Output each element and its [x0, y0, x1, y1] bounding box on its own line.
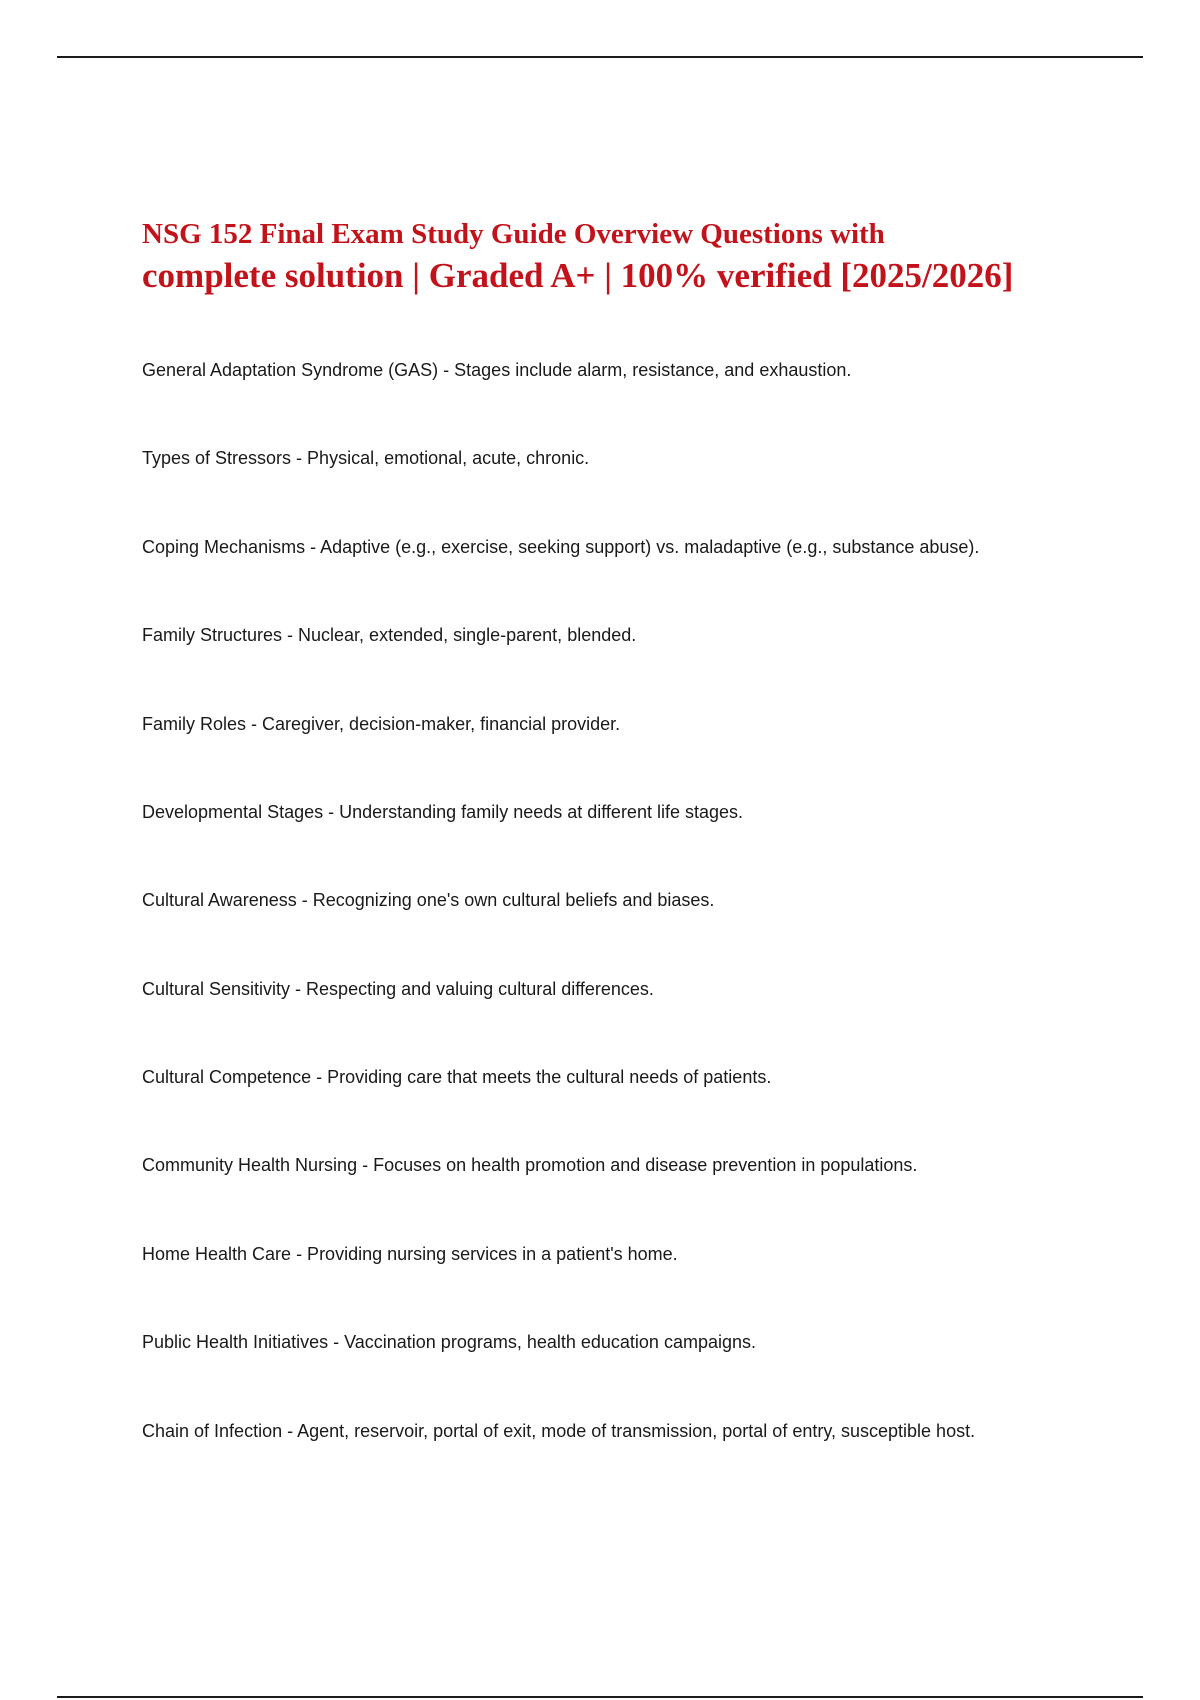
entry-cultural-awareness: Cultural Awareness - Recognizing one's own cultural beliefs and biases.: [142, 890, 715, 910]
title-line-2: complete solution | Graded A+ | 100% verified [2025/2026]: [142, 256, 1014, 295]
entry-gas: General Adaptation Syndrome (GAS) - Stages include alarm, resistance, and exhaustion.: [142, 360, 852, 380]
entry-cultural-sensitivity: Cultural Sensitivity - Respecting and valuing cultural differences.: [142, 979, 654, 999]
document-title: [142, 214, 1102, 298]
entry-chain-of-infection: Chain of Infection - Agent, reservoir, portal of exit, mode of transmission, portal of entry, susceptible host.: [142, 1421, 976, 1441]
entry-public-health-initiatives: Public Health Initiatives - Vaccination programs, health education campaigns.: [142, 1332, 756, 1352]
entry-coping-mechanisms: Coping Mechanisms - Adaptive (e.g., exercise, seeking support) vs. maladaptive (e.g., substance abuse).: [142, 537, 980, 557]
entry-developmental-stages: Developmental Stages - Understanding family needs at different life stages.: [142, 802, 744, 822]
entry-home-health-care: Home Health Care - Providing nursing services in a patient's home.: [142, 1244, 678, 1264]
title-line-1: NSG 152 Final Exam Study Guide Overview Questions with: [142, 218, 885, 250]
entry-family-roles: Family Roles - Caregiver, decision-maker, financial provider.: [142, 714, 621, 734]
entry-family-structures: Family Structures - Nuclear, extended, single-parent, blended.: [142, 625, 637, 645]
entry-types-of-stressors: Types of Stressors - Physical, emotional, acute, chronic.: [142, 448, 590, 468]
entry-cultural-competence: Cultural Competence - Providing care that meets the cultural needs of patients.: [142, 1067, 772, 1087]
bottom-rule: [57, 1696, 1143, 1698]
top-rule: [57, 56, 1143, 58]
entry-community-health-nursing: Community Health Nursing - Focuses on health promotion and disease prevention in populations.: [142, 1155, 918, 1175]
